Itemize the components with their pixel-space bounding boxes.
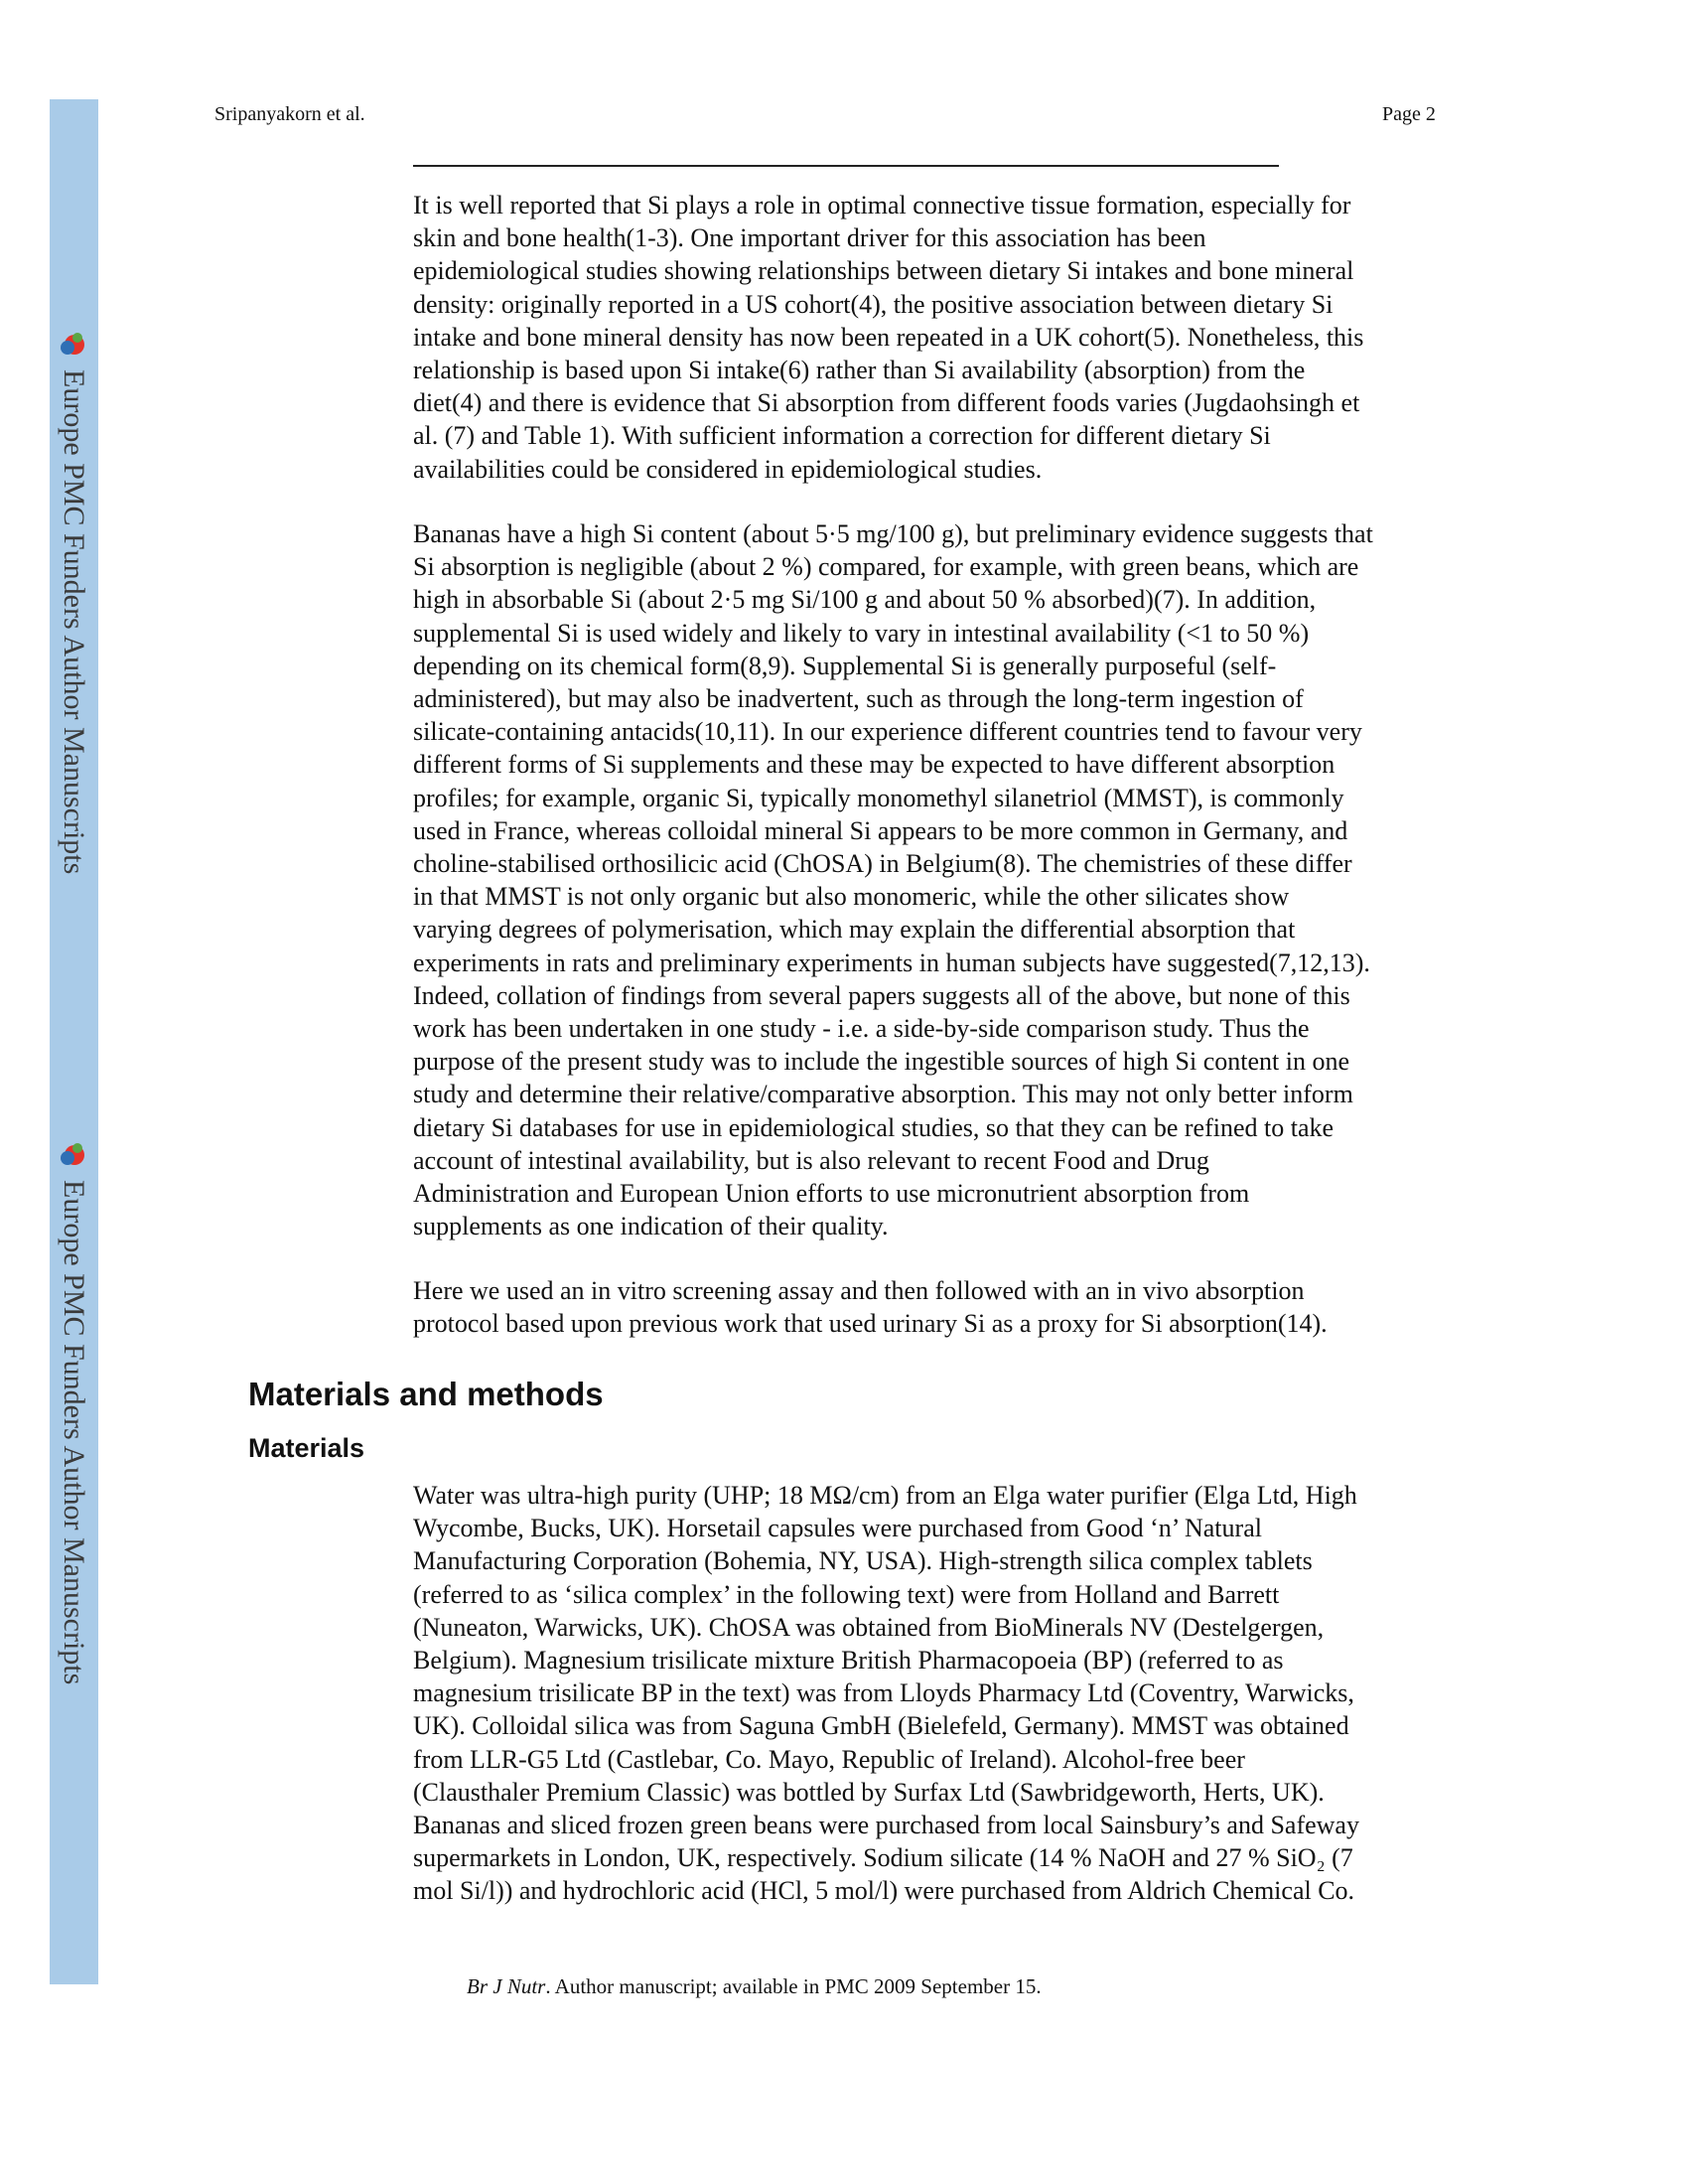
text-line: skin and bone health(1-3). One important driver for this association has been <box>413 223 1206 253</box>
text-line: silicate-containing antacids(10,11). In our experience different countries tend to favour very <box>413 717 1362 747</box>
text-line: al. (7) and Table 1). With sufficient information a correction for different dietary Si <box>413 421 1271 451</box>
text-line: Belgium). Magnesium trisilicate mixture British Pharmacopoeia (BP) (referred to as <box>413 1646 1284 1675</box>
text-line: depending on its chemical form(8,9). Supplemental Si is generally purposeful (self- <box>413 651 1277 680</box>
text-line: experiments in rats and preliminary experiments in human subjects have suggested(7,12,13). <box>413 947 1370 977</box>
footer-text: . Author manuscript; available in PMC 2009 September 15. <box>545 1974 1042 1998</box>
text-line: diet(4) and there is evidence that Si absorption from different foods varies (Jugdaohsingh et <box>413 388 1360 418</box>
text-line: supplemental Si is used widely and likely to vary in intestinal availability (<1 to 50 %) <box>413 618 1310 648</box>
paragraph-bananas <box>413 517 1446 1242</box>
subsection-heading: Materials <box>248 1433 365 1463</box>
text-line: from LLR-G5 Ltd (Castlebar, Co. Mayo, Republic of Ireland). Alcohol-free beer <box>413 1744 1245 1774</box>
text-line: epidemiological studies showing relationships between dietary Si intakes and bone mineral <box>413 256 1354 286</box>
text-line: availabilities could be considered in epidemiological studies. <box>413 454 1043 484</box>
header-rule <box>413 165 1279 167</box>
europe-pmc-logo-icon <box>58 332 90 360</box>
text-line: (Nuneaton, Warwicks, UK). ChOSA was obtained from BioMinerals NV (Destelgergen, <box>413 1612 1325 1642</box>
text-line: in that MMST is not only organic but also monomeric, while the other silicates show <box>413 882 1290 912</box>
europe-pmc-logo-icon <box>58 1142 90 1170</box>
text-line: intake and bone mineral density has now been repeated in a UK cohort(5). Nonetheless, this <box>413 322 1364 352</box>
text-line: magnesium trisilicate BP in the text) was from Lloyds Pharmacy Ltd (Coventry, Warwicks, <box>413 1678 1354 1708</box>
page-number: Page 2 <box>1382 103 1436 125</box>
text-line: Bananas have a high Si content (about 5·5 mg/100 g), but preliminary evidence suggests that <box>413 519 1373 548</box>
sidebar-label: Europe PMC Funders Author Manuscripts <box>58 1180 90 1685</box>
text-line: Bananas and sliced frozen green beans were purchased from local Sainsbury’s and Safeway <box>413 1811 1359 1840</box>
page-footer <box>467 1974 1042 1999</box>
text-line: protocol based upon previous work that used urinary Si as a proxy for Si absorption(14). <box>413 1309 1328 1339</box>
text-line: choline-stabilised orthosilicic acid (ChOSA) in Belgium(8). The chemistries of these differ <box>413 849 1352 879</box>
running-header-author: Sripanyakorn et al. <box>214 103 365 125</box>
text-line: relationship is based upon Si intake(6) rather than Si availability (absorption) from the <box>413 356 1306 385</box>
text-line: administered), but may also be inadvertent, such as through the long-term ingestion of <box>413 684 1304 714</box>
text-line: used in France, whereas colloidal mineral Si appears to be more common in Germany, and <box>413 815 1348 845</box>
text-line: Manufacturing Corporation (Bohemia, NY, USA). High-strength silica complex tablets <box>413 1546 1313 1576</box>
text-line: study and determine their relative/comparative absorption. This may not only better inform <box>413 1080 1353 1109</box>
text-line: Wycombe, Bucks, UK). Horsetail capsules were purchased from Good ‘n’ Natural <box>413 1514 1262 1543</box>
paragraph-materials <box>413 1479 1446 1908</box>
text-line: (referred to as ‘silica complex’ in the following text) were from Holland and Barrett <box>413 1579 1280 1609</box>
text-line: density: originally reported in a US cohort(4), the positive association between dietary Si <box>413 289 1334 319</box>
text-line: (Clausthaler Premium Classic) was bottled by Surfax Ltd (Sawbridgeworth, Herts, UK). <box>413 1777 1325 1807</box>
text-line: supplements as one indication of their quality. <box>413 1212 889 1241</box>
text-line: supermarkets in London, UK, respectively. Sodium silicate (14 % NaOH and 27 % SiO₂ (7 <box>413 1843 1353 1873</box>
text-line: profiles; for example, organic Si, typically monomethyl silanetriol (MMST), is commonly <box>413 783 1344 812</box>
paragraph-intro <box>413 189 1446 486</box>
text-line: account of intestinal availability, but is also relevant to recent Food and Drug <box>413 1145 1209 1175</box>
text-line: purpose of the present study was to include the ingestible sources of high Si content in one <box>413 1047 1350 1077</box>
text-line: Indeed, collation of findings from several papers suggests all of the above, but none of this <box>413 980 1350 1010</box>
text-line: Si absorption is negligible (about 2 %) compared, for example, with green beans, which are <box>413 552 1359 582</box>
text-line: different forms of Si supplements and these may be expected to have different absorption <box>413 750 1336 780</box>
text-line: dietary Si databases for use in epidemiological studies, so that they can be refined to take <box>413 1112 1335 1142</box>
text-line: varying degrees of polymerisation, which may explain the differential absorption that <box>413 915 1296 945</box>
text-line: work has been undertaken in one study - i.e. a side-by-side comparison study. Thus the <box>413 1014 1310 1044</box>
sidebar-label: Europe PMC Funders Author Manuscripts <box>58 369 90 875</box>
text-line: Water was ultra-high purity (UHP; 18 MΩ/cm) from an Elga water purifier (Elga Ltd, High <box>413 1481 1357 1510</box>
text-line: mol Si/l)) and hydrochloric acid (HCl, 5 mol/l) were purchased from Aldrich Chemical Co. <box>413 1876 1355 1906</box>
text-line: high in absorbable Si (about 2·5 mg Si/100 g and about 50 % absorbed)(7). In addition, <box>413 585 1317 615</box>
text-line: UK). Colloidal silica was from Saguna GmbH (Bielefeld, Germany). MMST was obtained <box>413 1711 1349 1741</box>
text-line: Administration and European Union efforts to use micronutrient absorption from <box>413 1179 1250 1209</box>
paragraph-methods-overview <box>413 1274 1446 1340</box>
journal-name: Br J Nutr <box>467 1974 546 1998</box>
text-line: It is well reported that Si plays a role in optimal connective tissue formation, especially for <box>413 191 1351 219</box>
sidebar-banner <box>50 99 98 1984</box>
section-heading: Materials and methods <box>248 1376 604 1412</box>
text-line: Here we used an in vitro screening assay and then followed with an in vivo absorption <box>413 1276 1305 1305</box>
